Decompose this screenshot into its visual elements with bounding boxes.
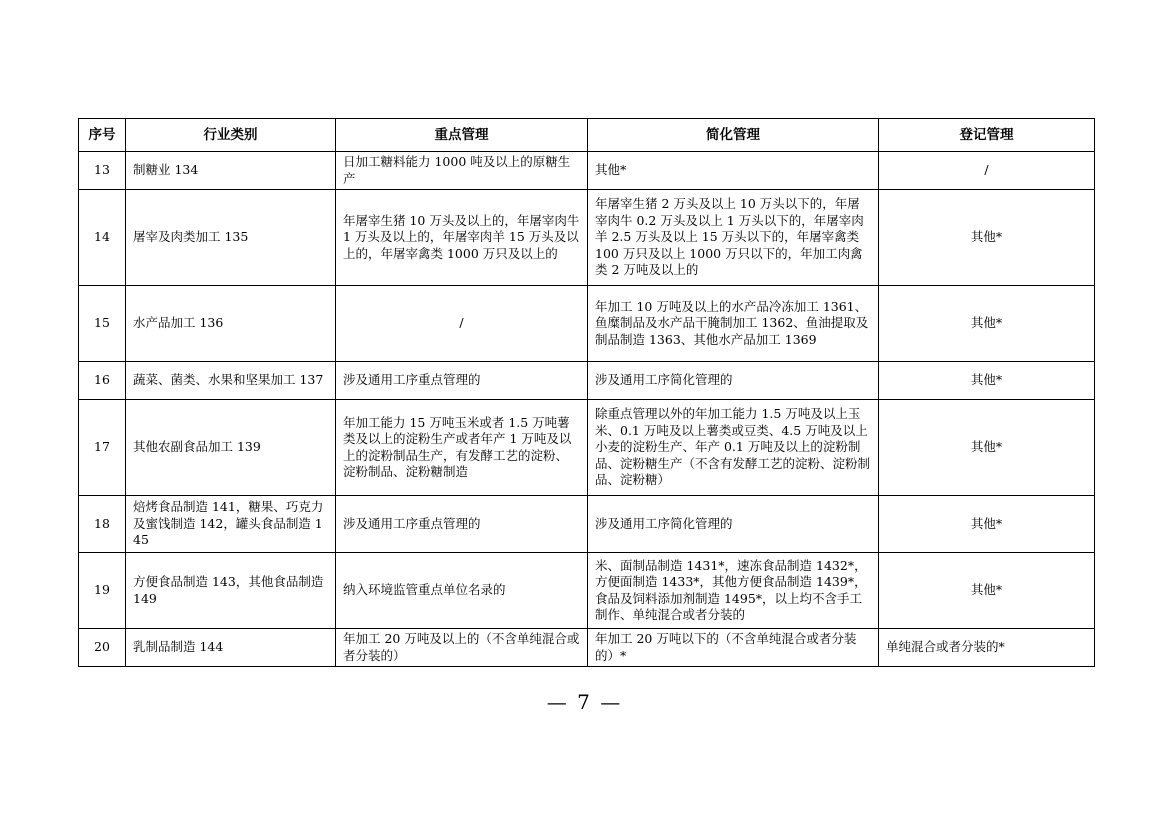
cell-category: 方便食品制造 143，其他食品制造 149 bbox=[126, 553, 336, 629]
cell-no: 16 bbox=[79, 362, 126, 400]
cell-no: 15 bbox=[79, 286, 126, 362]
cell-key: 年加工 20 万吨及以上的（不含单纯混合或者分装的） bbox=[336, 629, 588, 667]
cell-registration: 其他* bbox=[879, 190, 1095, 286]
cell-key: / bbox=[336, 286, 588, 362]
cell-simplified: 涉及通用工序简化管理的 bbox=[588, 362, 879, 400]
cell-registration: / bbox=[879, 152, 1095, 190]
header-key-management: 重点管理 bbox=[336, 119, 588, 152]
cell-key: 年加工能力 15 万吨玉米或者 1.5 万吨薯类及以上的淀粉生产或者年产 1 万吨及以上的淀粉制品生产，有发酵工艺的淀粉、淀粉制品、淀粉糖制造 bbox=[336, 400, 588, 496]
cell-registration: 其他* bbox=[879, 553, 1095, 629]
cell-registration: 其他* bbox=[879, 286, 1095, 362]
table-row bbox=[79, 152, 1095, 190]
cell-simplified: 年屠宰生猪 2 万头及以上 10 万头以下的，年屠宰肉牛 0.2 万头及以上 1 万头以下的，年屠宰肉羊 2.5 万头及以上 15 万头以下的，年屠宰禽类 100 万只及以上 1000 万只以下的，年加工肉禽类 2 万吨及以上的 bbox=[588, 190, 879, 286]
cell-no: 18 bbox=[79, 496, 126, 553]
cell-category: 乳制品制造 144 bbox=[126, 629, 336, 667]
table-row bbox=[79, 400, 1095, 496]
table-header-row bbox=[79, 119, 1095, 152]
cell-registration: 单纯混合或者分装的* bbox=[879, 629, 1095, 667]
header-simplified-management: 简化管理 bbox=[588, 119, 879, 152]
cell-category: 其他农副食品加工 139 bbox=[126, 400, 336, 496]
header-no: 序号 bbox=[79, 119, 126, 152]
cell-no: 14 bbox=[79, 190, 126, 286]
header-category: 行业类别 bbox=[126, 119, 336, 152]
cell-key: 涉及通用工序重点管理的 bbox=[336, 362, 588, 400]
cell-category: 水产品加工 136 bbox=[126, 286, 336, 362]
cell-simplified: 其他* bbox=[588, 152, 879, 190]
cell-no: 13 bbox=[79, 152, 126, 190]
cell-key: 日加工糖料能力 1000 吨及以上的原糖生产 bbox=[336, 152, 588, 190]
cell-simplified: 年加工 20 万吨以下的（不含单纯混合或者分装的）* bbox=[588, 629, 879, 667]
table-row bbox=[79, 629, 1095, 667]
cell-category: 蔬菜、菌类、水果和坚果加工 137 bbox=[126, 362, 336, 400]
cell-no: 17 bbox=[79, 400, 126, 496]
page-number: — 7 — bbox=[546, 690, 623, 714]
cell-simplified: 除重点管理以外的年加工能力 1.5 万吨及以上玉米、0.1 万吨及以上薯类或豆类、4.5 万吨及以上小麦的淀粉生产、年产 0.1 万吨及以上的淀粉制品、淀粉糖生产（不含有发酵工艺的淀粉、淀粉制品、淀粉糖） bbox=[588, 400, 879, 496]
table-row bbox=[79, 190, 1095, 286]
cell-key: 纳入环境监管重点单位名录的 bbox=[336, 553, 588, 629]
cell-key: 涉及通用工序重点管理的 bbox=[336, 496, 588, 553]
header-registration-management: 登记管理 bbox=[879, 119, 1095, 152]
cell-category: 制糖业 134 bbox=[126, 152, 336, 190]
cell-no: 19 bbox=[79, 553, 126, 629]
cell-category: 屠宰及肉类加工 135 bbox=[126, 190, 336, 286]
cell-simplified: 米、面制品制造 1431*，速冻食品制造 1432*，方便面制造 1433*，其他方便食品制造 1439*，食品及饲料添加剂制造 1495*，以上均不含手工制作、单纯混合或者分装的 bbox=[588, 553, 879, 629]
cell-category: 焙烤食品制造 141，糖果、巧克力及蜜饯制造 142，罐头食品制造 145 bbox=[126, 496, 336, 553]
cell-registration: 其他* bbox=[879, 496, 1095, 553]
cell-simplified: 涉及通用工序简化管理的 bbox=[588, 496, 879, 553]
cell-simplified: 年加工 10 万吨及以上的水产品冷冻加工 1361、鱼糜制品及水产品干腌制加工 1362、鱼油提取及制品制造 1363、其他水产品加工 1369 bbox=[588, 286, 879, 362]
table-row bbox=[79, 286, 1095, 362]
table-row bbox=[79, 496, 1095, 553]
industry-classification-table bbox=[78, 118, 1095, 667]
cell-key: 年屠宰生猪 10 万头及以上的，年屠宰肉牛 1 万头及以上的，年屠宰肉羊 15 万头及以上的，年屠宰禽类 1000 万只及以上的 bbox=[336, 190, 588, 286]
cell-registration: 其他* bbox=[879, 362, 1095, 400]
cell-registration: 其他* bbox=[879, 400, 1095, 496]
table-row bbox=[79, 553, 1095, 629]
cell-no: 20 bbox=[79, 629, 126, 667]
table-row bbox=[79, 362, 1095, 400]
